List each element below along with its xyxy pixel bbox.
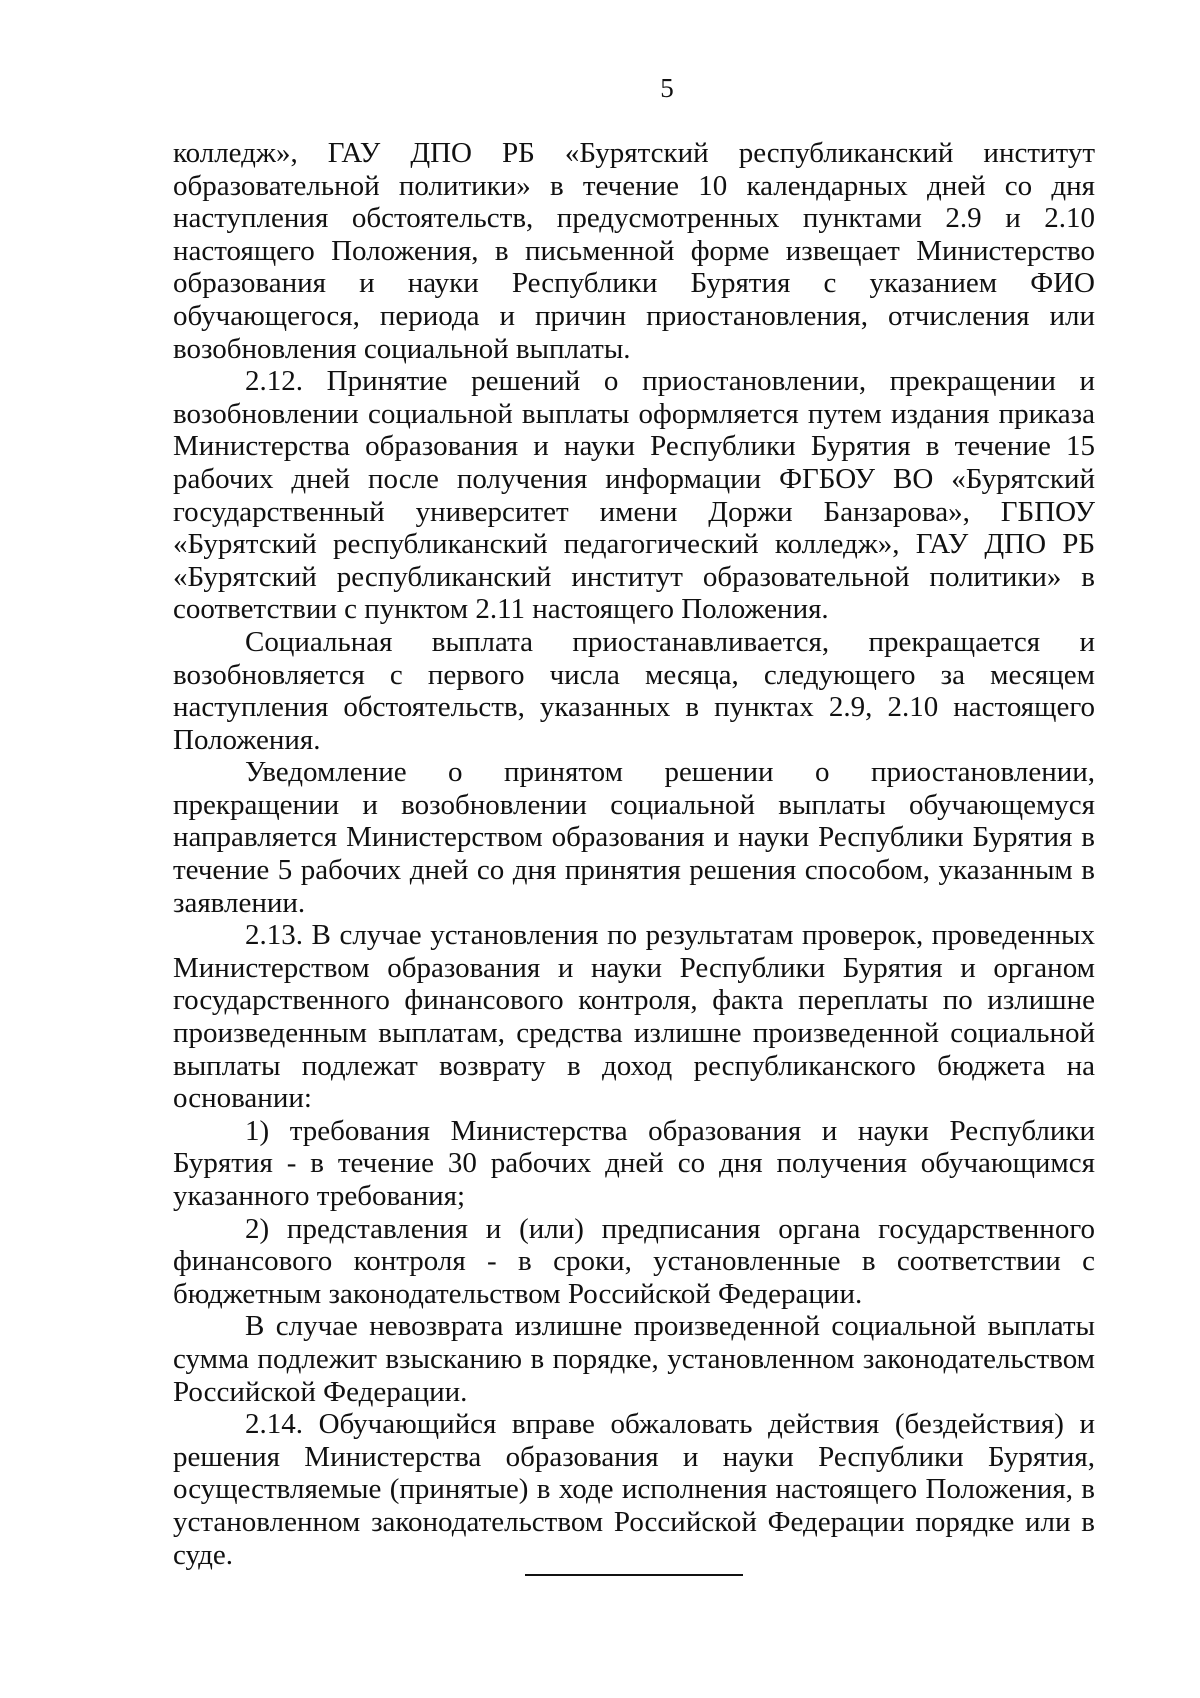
paragraph-2-12: 2.12. Принятие решений о приостановлении, прекращении и возобновлении социальной выплаты оформляется путем издания приказа Министерства образования и науки Республики Бурятия в течение 15 рабочих дней после получения информации ФГБОУ ВО «Бурятский государственный университет имени Доржи Банзарова», ГБПОУ «Бурятский республиканский педагогический колледж», ГАУ ДПО РБ «Бурятский республиканский институт образовательной политики» в соответствии с пунктом 2.11 настоящего Положения. xyxy=(173,365,1095,626)
end-of-document-rule xyxy=(525,1574,743,1576)
paragraph-non-return: В случае невозврата излишне произведенной социальной выплаты сумма подлежит взысканию в порядке, установленном законодательством Российской Федерации. xyxy=(173,1310,1095,1408)
paragraph-item-2: 2) представления и (или) предписания органа государственного финансового контроля - в сроки, установленные в соответствии с бюджетным законодательством Российской Федерации. xyxy=(173,1212,1095,1310)
paragraph-2-14: 2.14. Обучающийся вправе обжаловать действия (бездействия) и решения Министерства образования и науки Республики Бурятия, осуществляемые (принятые) в ходе исполнения настоящего Положения, в установленном законодательством Российской Федерации порядке или в суде. xyxy=(173,1408,1095,1571)
paragraph-suspension-terms: Социальная выплата приостанавливается, прекращается и возобновляется с первого числа месяца, следующего за месяцем наступления обстоятельств, указанных в пунктах 2.9, 2.10 настоящего Положения. xyxy=(173,625,1095,756)
paragraph-item-1: 1) требования Министерства образования и науки Республики Бурятия - в течение 30 рабочих дней со дня получения обучающимся указанного требования; xyxy=(173,1114,1095,1212)
paragraph-notification: Уведомление о принятом решении о приостановлении, прекращении и возобновлении социальной выплаты обучающемуся направляется Министерством образования и науки Республики Бурятия в течение 5 рабочих дней со дня принятия решения способом, указанным в заявлении. xyxy=(173,756,1095,919)
paragraph-continuation: колледж», ГАУ ДПО РБ «Бурятский республиканский институт образовательной политики» в течение 10 календарных дней со дня наступления обстоятельств, предусмотренных пунктами 2.9 и 2.10 настоящего Положения, в письменной форме извещает Министерство образования и науки Республики Бурятия с указанием ФИО обучающегося, периода и причин приостановления, отчисления или возобновления социальной выплаты. xyxy=(173,137,1095,365)
page-number: 5 xyxy=(660,73,674,103)
paragraph-2-13: 2.13. В случае установления по результатам проверок, проведенных Министерством образования и науки Республики Бурятия и органом государственного финансового контроля, факта переплаты по излишне произведенным выплатам, средства излишне произведенной социальной выплаты подлежат возврату в доход республиканского бюджета на основании: xyxy=(173,919,1095,1115)
document-body xyxy=(173,137,1095,1571)
